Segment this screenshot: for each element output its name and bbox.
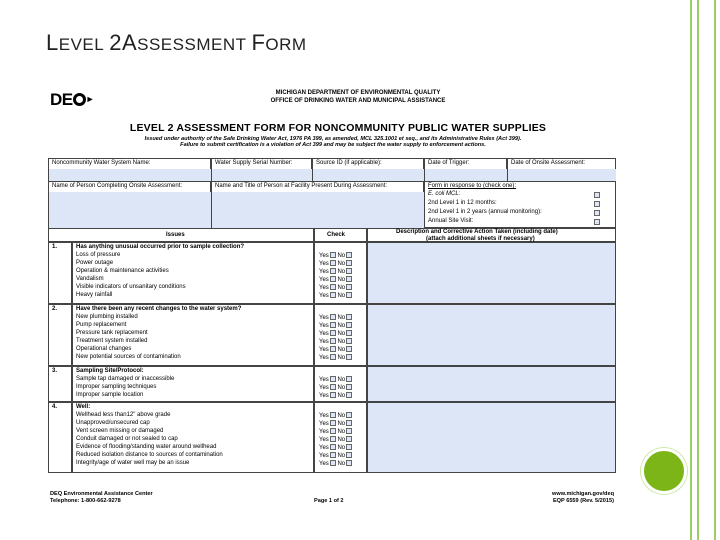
yes-no-row [319,420,352,428]
yes-checkbox[interactable] [330,330,336,336]
section-number: 1. [52,244,58,250]
yes-label: Yes [319,339,329,345]
no-checkbox[interactable] [346,284,352,290]
description-col-header [367,228,616,242]
yes-checkbox[interactable] [330,268,336,274]
field-label: Noncommunity Water System Name: [52,160,151,166]
no-checkbox[interactable] [346,460,352,466]
section-issues-cell [72,304,314,366]
yes-checkbox[interactable] [330,354,336,360]
yes-label: Yes [319,393,329,399]
decorative-line [714,0,716,540]
no-label: No [337,445,346,451]
footer-contact [50,491,153,504]
no-label: No [337,453,346,459]
no-checkbox[interactable] [346,338,352,344]
logo-ring-icon [73,93,86,106]
agency-line: MICHIGAN DEPARTMENT OF ENVIRONMENTAL QUALITY [275,90,441,96]
check-col-header [314,228,367,242]
section-number-cell [48,304,72,366]
yes-checkbox[interactable] [330,384,336,390]
system-name-field[interactable] [48,158,211,181]
section-number-cell [48,366,72,402]
yes-checkbox[interactable] [330,460,336,466]
yes-no-row [319,330,352,338]
section-number-cell [48,402,72,473]
footer-line: DEQ Environmental Assistance Center [50,491,153,497]
check-cell [314,366,367,402]
no-checkbox[interactable] [346,420,352,426]
source-id-field[interactable] [312,158,424,181]
issue-item: Unapproved/unsecured cap [76,420,150,426]
yes-label: Yes [319,355,329,361]
no-checkbox[interactable] [346,392,352,398]
field-label: Date of Onsite Assessment: [511,160,586,166]
yes-checkbox[interactable] [330,428,336,434]
response-option-label: Annual Site Visit: [428,218,474,224]
yes-checkbox[interactable] [330,376,336,382]
section-heading: Has anything unusual occurred prior to sample collection? [76,244,245,250]
title-text: ORM [265,35,307,54]
yes-no-row [319,444,352,452]
yes-no-row [319,322,352,330]
description-input[interactable] [367,304,616,366]
yes-checkbox[interactable] [330,392,336,398]
response-option-label: 2nd Level 1 in 12 months: [428,200,497,206]
yes-label: Yes [319,445,329,451]
yes-label: Yes [319,253,329,259]
issue-item: Vandalism [76,276,104,282]
yes-no-row [319,428,352,436]
check-cell [314,242,367,304]
yes-no-row [319,252,352,260]
response-checkbox[interactable] [594,219,600,225]
issue-item: New plumbing installed [76,314,138,320]
issue-item: Loss of pressure [76,252,121,258]
yes-checkbox[interactable] [330,412,336,418]
decorative-line [697,0,699,540]
no-label: No [337,315,346,321]
serial-number-field[interactable] [211,158,312,181]
response-option-label: 2nd Level 1 in 2 years (annual monitoring): [428,209,542,215]
issues-col-header [48,228,314,242]
yes-no-row [319,412,352,420]
section-number-cell [48,242,72,304]
no-checkbox[interactable] [346,346,352,352]
field-label: Form in response to (check one): [428,183,517,189]
no-label: No [337,429,346,435]
issue-item: New potential sources of contamination [76,354,181,360]
form-subtitle [118,136,548,149]
yes-label: Yes [319,277,329,283]
no-checkbox[interactable] [346,268,352,274]
yes-checkbox[interactable] [330,338,336,344]
no-checkbox[interactable] [346,436,352,442]
yes-no-row [319,346,352,354]
issue-item: Integrity/age of water well may be an issue [76,460,190,466]
footer-form-id [536,491,614,504]
assessment-form-document [48,86,616,518]
section-heading: Well: [76,404,91,410]
field-label: Name and Title of Person at Facility Present During Assessment: [215,183,388,189]
yes-label: Yes [319,347,329,353]
yes-no-row [319,276,352,284]
issue-item: Reduced isolation distance to sources of contamination [76,452,223,458]
yes-checkbox[interactable] [330,276,336,282]
yes-checkbox[interactable] [330,444,336,450]
section-issues-cell [72,402,314,473]
footer-line: Telephone: 1-800-662-9278 [50,497,121,504]
no-label: No [337,355,346,361]
yes-no-row [319,260,352,268]
no-checkbox[interactable] [346,330,352,336]
no-label: No [337,277,346,283]
no-checkbox[interactable] [346,444,352,450]
yes-no-row [319,460,352,468]
no-checkbox[interactable] [346,314,352,320]
yes-label: Yes [319,429,329,435]
issue-item: Visible indicators of unsanitary conditions [76,284,186,290]
no-label: No [337,437,346,443]
yes-label: Yes [319,331,329,337]
deq-logo [50,90,94,110]
issue-item: Power outage [76,260,114,266]
yes-no-row [319,392,352,400]
yes-no-row [319,376,352,384]
yes-label: Yes [319,413,329,419]
yes-checkbox[interactable] [330,322,336,328]
yes-label: Yes [319,377,329,383]
issue-item: Vent screen missing or damaged [76,428,164,434]
decorative-circle [641,448,687,494]
issue-item: Sample tap damaged or inaccessible [76,376,175,382]
response-checkbox[interactable] [594,192,600,198]
yes-no-row [319,452,352,460]
yes-label: Yes [319,285,329,291]
page-number: Page 1 of 2 [314,498,344,504]
yes-label: Yes [319,269,329,275]
footer-line: www.michigan.gov/deq [552,491,614,497]
completer-field[interactable] [48,181,211,228]
no-checkbox[interactable] [346,412,352,418]
issue-item: Wellhead less than12" above grade [76,412,171,418]
no-label: No [337,331,346,337]
issue-item: Pressure tank replacement [76,330,148,336]
no-label: No [337,293,346,299]
no-label: No [337,347,346,353]
yes-no-row [319,314,352,322]
yes-no-row [319,354,352,362]
yes-checkbox[interactable] [330,284,336,290]
yes-label: Yes [319,315,329,321]
column-header: Check [327,232,346,238]
logo-arrow-icon: ► [85,94,95,104]
yes-label: Yes [319,323,329,329]
yes-no-row [319,384,352,392]
response-option-label: E. coli MCL: [428,191,461,197]
no-label: No [337,285,346,291]
yes-checkbox[interactable] [330,252,336,258]
yes-label: Yes [319,293,329,299]
section-heading: Sampling Site/Protocol: [76,368,144,374]
response-checkbox[interactable] [594,210,600,216]
issue-item: Heavy rainfall [76,292,113,298]
onsite-date-field[interactable] [507,158,616,181]
no-label: No [337,413,346,419]
no-checkbox[interactable] [346,452,352,458]
field-label: Name of Person Completing Onsite Assessment: [52,183,183,189]
yes-label: Yes [319,437,329,443]
slide-title [46,30,307,56]
no-label: No [337,253,346,259]
no-checkbox[interactable] [346,376,352,382]
trigger-date-field[interactable] [424,158,507,181]
title-text: SSESSMENT [137,35,247,54]
no-checkbox[interactable] [346,292,352,298]
logo-text: DE [50,90,73,109]
yes-checkbox[interactable] [330,420,336,426]
section-number: 4. [52,404,58,410]
yes-no-row [319,268,352,276]
agency-header [198,90,518,105]
field-label: Source ID (if applicable): [316,160,382,166]
issue-item: Improper sampling techniques [76,384,157,390]
no-label: No [337,421,346,427]
section-number: 2. [52,306,58,312]
yes-no-row [319,338,352,346]
section-heading: Have there been any recent changes to the water system? [76,306,242,312]
no-checkbox[interactable] [346,276,352,282]
yes-checkbox[interactable] [330,436,336,442]
yes-label: Yes [319,421,329,427]
yes-no-row [319,436,352,444]
title-letter: A [121,30,138,55]
issue-item: Treatment system installed [76,338,148,344]
no-label: No [337,261,346,267]
no-label: No [337,377,346,383]
no-label: No [337,269,346,275]
title-number: 2 [109,30,122,55]
no-checkbox[interactable] [346,384,352,390]
yes-checkbox[interactable] [330,452,336,458]
no-label: No [337,323,346,329]
no-checkbox[interactable] [346,260,352,266]
issue-item: Pump replacement [76,322,127,328]
present-person-field[interactable] [211,181,424,228]
response-type-group [424,181,616,228]
yes-checkbox[interactable] [330,346,336,352]
issue-item: Evidence of flooding/standing water around wellhead [76,444,217,450]
section-issues-cell [72,366,314,402]
no-label: No [337,339,346,345]
subtitle-line: Failure to submit certification is a violation of Act 399 and may be subject the water supply to enforcement actions. [180,142,486,149]
yes-label: Yes [319,261,329,267]
form-title: LEVEL 2 ASSESSMENT FORM FOR NONCOMMUNITY PUBLIC WATER SUPPLIES [129,122,547,134]
no-label: No [337,385,346,391]
no-label: No [337,461,346,467]
section-issues-cell [72,242,314,304]
title-text: EVEL [58,35,105,54]
subtitle-line: Issued under authority of the Safe Drinking Water Act, 1976 PA 399, as amended, MCL 325.1001 et seq., and its Administrative Rules (Act 399). [144,136,522,142]
issue-item: Operation & maintenance activities [76,268,169,274]
yes-checkbox[interactable] [330,314,336,320]
agency-line: OFFICE OF DRINKING WATER AND MUNICIPAL ASSISTANCE [270,97,446,104]
yes-label: Yes [319,453,329,459]
field-label: Water Supply Serial Number: [215,160,293,166]
column-header: (attach additional sheets if necessary) [426,236,535,242]
title-letter: L [46,30,59,55]
no-checkbox[interactable] [346,252,352,258]
yes-checkbox[interactable] [330,260,336,266]
description-input[interactable] [367,242,616,304]
footer-line: EQP 6559 (Rev. 5/2015) [552,497,614,504]
no-checkbox[interactable] [346,322,352,328]
no-checkbox[interactable] [346,428,352,434]
description-input[interactable] [367,366,616,402]
column-header: Description and Corrective Action Taken (including date) [396,229,558,235]
section-number: 3. [52,368,58,374]
issue-item: Conduit damaged or not sealed to cap [76,436,178,442]
decorative-line [690,0,692,540]
title-letter: F [251,30,266,55]
yes-label: Yes [319,385,329,391]
no-label: No [337,393,346,399]
column-header: Issues [166,232,185,238]
yes-no-row [319,292,352,300]
issue-item: Improper sample location [76,392,144,398]
issue-item: Operational changes [76,346,132,352]
yes-checkbox[interactable] [330,292,336,298]
no-checkbox[interactable] [346,354,352,360]
yes-no-row [319,284,352,292]
field-label: Date of Trigger: [428,160,470,166]
response-checkbox[interactable] [594,201,600,207]
check-cell [314,304,367,366]
yes-label: Yes [319,461,329,467]
check-cell [314,402,367,473]
description-input[interactable] [367,402,616,473]
